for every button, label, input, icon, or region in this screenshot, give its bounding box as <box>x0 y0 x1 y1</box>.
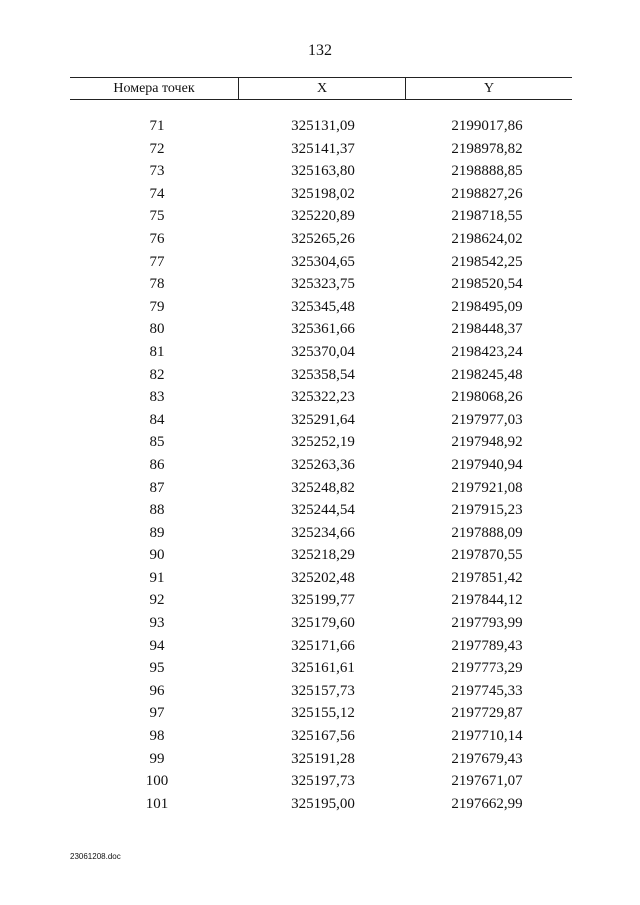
table-row <box>70 273 572 296</box>
x-coordinate-cell: 325195,00 <box>291 795 355 812</box>
y-coordinate-cell: 2197745,33 <box>451 682 523 699</box>
y-coordinate-cell: 2197977,03 <box>451 411 523 428</box>
table-row <box>70 748 572 771</box>
point-number-cell: 99 <box>149 750 165 767</box>
point-number-cell: 73 <box>149 163 165 180</box>
x-coordinate-cell: 325197,73 <box>291 773 355 790</box>
x-coordinate-cell: 325323,75 <box>291 276 355 293</box>
x-coordinate-cell: 325199,77 <box>291 592 355 609</box>
point-number-cell: 94 <box>149 637 165 654</box>
point-number-cell: 89 <box>149 524 165 541</box>
y-coordinate-cell: 2197940,94 <box>451 456 523 473</box>
y-coordinate-cell: 2198624,02 <box>451 230 523 247</box>
table-row <box>70 612 572 635</box>
y-coordinate-cell: 2197844,12 <box>451 592 523 609</box>
y-coordinate-cell: 2198542,25 <box>451 253 523 270</box>
x-coordinate-cell: 325218,29 <box>291 547 355 564</box>
table-row <box>70 409 572 432</box>
table-row <box>70 702 572 725</box>
table-row <box>70 183 572 206</box>
x-coordinate-cell: 325234,66 <box>291 524 355 541</box>
y-coordinate-cell: 2198888,85 <box>451 163 523 180</box>
y-coordinate-cell: 2197789,43 <box>451 637 523 654</box>
table-row <box>70 499 572 522</box>
point-number-cell: 96 <box>149 682 165 699</box>
point-number-cell: 101 <box>145 795 169 812</box>
x-coordinate-cell: 325141,37 <box>291 140 355 157</box>
x-coordinate-cell: 325252,19 <box>291 434 355 451</box>
point-number-cell: 78 <box>149 276 165 293</box>
point-number-cell: 71 <box>149 118 165 134</box>
x-coordinate-cell: 325322,23 <box>291 389 355 406</box>
y-coordinate-cell: 2197948,92 <box>451 434 523 451</box>
x-coordinate-cell: 325345,48 <box>291 298 355 315</box>
x-coordinate-cell: 325191,28 <box>291 750 355 767</box>
y-coordinate-cell: 2197710,14 <box>451 728 523 745</box>
table-row <box>70 680 572 703</box>
point-number-cell: 80 <box>149 321 165 338</box>
y-coordinate-cell: 2197793,99 <box>451 615 523 632</box>
y-coordinate-cell: 2198827,26 <box>451 185 523 202</box>
x-coordinate-cell: 325161,61 <box>291 660 355 677</box>
page-number: 132 <box>308 42 332 59</box>
table-row <box>70 589 572 612</box>
table-row <box>70 296 572 319</box>
point-number-cell: 75 <box>149 208 165 225</box>
x-coordinate-cell: 325157,73 <box>291 682 355 699</box>
point-number-cell: 87 <box>149 479 165 496</box>
table-row <box>70 160 572 183</box>
table-row <box>70 251 572 274</box>
point-number-cell: 88 <box>149 502 165 519</box>
y-coordinate-cell: 2198068,26 <box>451 389 523 406</box>
header-x: X <box>239 78 406 99</box>
y-coordinate-cell: 2198423,24 <box>451 343 523 360</box>
x-coordinate-cell: 325358,54 <box>291 366 355 383</box>
point-number-cell: 81 <box>149 343 165 360</box>
table-row <box>70 454 572 477</box>
y-coordinate-cell: 2198495,09 <box>451 298 523 315</box>
point-number-cell: 93 <box>149 615 165 632</box>
point-number-cell: 83 <box>149 389 165 406</box>
table-row <box>70 477 572 500</box>
point-number-cell: 92 <box>149 592 165 609</box>
header-y: Y <box>483 81 495 96</box>
table-row <box>70 138 572 161</box>
y-coordinate-cell: 2197679,43 <box>451 750 523 767</box>
x-coordinate-cell: 325361,66 <box>291 321 355 338</box>
point-number-cell: 82 <box>149 366 165 383</box>
x-coordinate-cell: 325179,60 <box>291 615 355 632</box>
point-number-cell: 85 <box>149 434 165 451</box>
x-coordinate-cell: 325171,66 <box>291 637 355 654</box>
x-coordinate-cell: 325220,89 <box>291 208 355 225</box>
table-row <box>70 725 572 748</box>
x-coordinate-cell: 325198,02 <box>291 185 355 202</box>
point-number-cell: 77 <box>149 253 165 270</box>
table-row <box>70 318 572 341</box>
y-coordinate-cell: 2198520,54 <box>451 276 523 293</box>
table-row <box>70 770 572 793</box>
coordinates-table-body <box>70 115 572 815</box>
point-number-cell: 90 <box>149 547 165 564</box>
point-number-cell: 95 <box>149 660 165 677</box>
point-number-cell: 100 <box>145 773 169 790</box>
y-coordinate-cell: 2198718,55 <box>451 208 523 225</box>
x-coordinate-cell: 325163,80 <box>291 163 355 180</box>
y-coordinate-cell: 2197888,09 <box>451 524 523 541</box>
table-row <box>70 567 572 590</box>
point-number-cell: 91 <box>149 569 165 586</box>
point-number-cell: 79 <box>149 298 165 315</box>
x-coordinate-cell: 325263,36 <box>291 456 355 473</box>
x-coordinate-cell: 325167,56 <box>291 728 355 745</box>
y-coordinate-cell: 2197870,55 <box>451 547 523 564</box>
x-coordinate-cell: 325291,64 <box>291 411 355 428</box>
table-row <box>70 386 572 409</box>
header-point-number: Номера точек <box>70 78 239 99</box>
y-coordinate-cell: 2197851,42 <box>451 569 523 586</box>
table-row <box>70 635 572 658</box>
table-header <box>70 77 572 100</box>
point-number-cell: 76 <box>149 230 165 247</box>
y-coordinate-cell: 2197671,07 <box>451 773 523 790</box>
table-row <box>70 228 572 251</box>
y-coordinate-cell: 2198978,82 <box>451 140 523 157</box>
x-coordinate-cell: 325265,26 <box>291 230 355 247</box>
y-coordinate-cell: 2197729,87 <box>451 705 523 722</box>
x-coordinate-cell: 325370,04 <box>291 343 355 360</box>
x-coordinate-cell: 325155,12 <box>291 705 355 722</box>
x-coordinate-cell: 325202,48 <box>291 569 355 586</box>
point-number-cell: 97 <box>149 705 165 722</box>
point-number-cell: 74 <box>149 185 165 202</box>
table-row <box>70 205 572 228</box>
table-row <box>70 657 572 680</box>
table-row <box>70 115 572 138</box>
table-row <box>70 793 572 816</box>
x-coordinate-cell: 325304,65 <box>291 253 355 270</box>
table-row <box>70 522 572 545</box>
point-number-cell: 86 <box>149 456 165 473</box>
y-coordinate-cell: 2197921,08 <box>451 479 523 496</box>
table-row <box>70 341 572 364</box>
x-coordinate-cell: 325244,54 <box>291 502 355 519</box>
y-coordinate-cell: 2197773,29 <box>451 660 523 677</box>
point-number-cell: 98 <box>149 728 165 745</box>
table-row <box>70 431 572 454</box>
y-coordinate-cell: 2197662,99 <box>451 795 523 812</box>
x-coordinate-cell: 325131,09 <box>291 118 355 134</box>
y-coordinate-cell: 2199017,86 <box>451 118 523 134</box>
footer-filename: 23061208.doc <box>70 852 121 861</box>
point-number-cell: 84 <box>149 411 165 428</box>
table-row <box>70 544 572 567</box>
y-coordinate-cell: 2197915,23 <box>451 502 523 519</box>
y-coordinate-cell: 2198448,37 <box>451 321 523 338</box>
y-coordinate-cell: 2198245,48 <box>451 366 523 383</box>
point-number-cell: 72 <box>149 140 165 157</box>
x-coordinate-cell: 325248,82 <box>291 479 355 496</box>
table-row <box>70 364 572 387</box>
